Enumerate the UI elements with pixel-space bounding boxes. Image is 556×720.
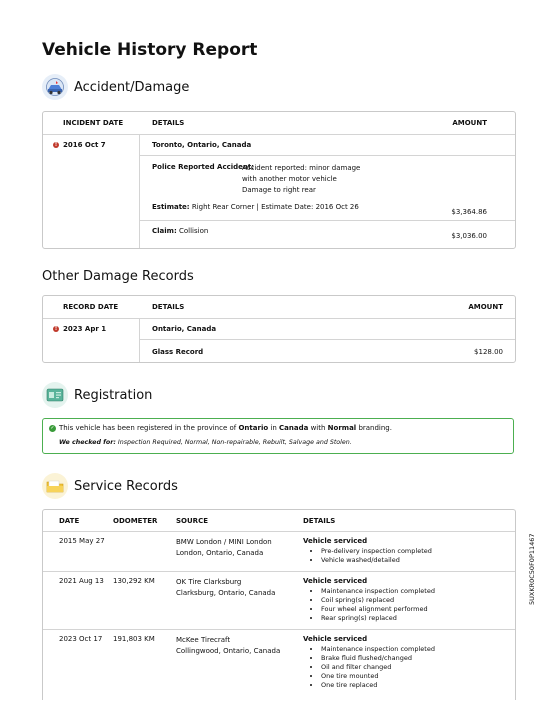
claim-text: Collision (179, 227, 209, 235)
service-section-header (42, 473, 178, 499)
reg-text: branding. (358, 424, 392, 432)
service-odometer: 191,803 KM (113, 635, 155, 643)
service-item: • Oil and filter changed (321, 663, 435, 672)
checked-for-line (59, 439, 352, 446)
service-source (176, 537, 272, 559)
claim-line (152, 227, 208, 235)
service-item: • Maintenance inspection completed (321, 645, 435, 654)
police-report-details (242, 163, 360, 196)
source-location: Clarksburg, Ontario, Canada (176, 589, 276, 597)
registration-card-icon (42, 382, 68, 408)
registration-statement (49, 424, 392, 432)
date-header: DATE (59, 517, 80, 525)
registration-section-header (42, 382, 152, 408)
service-item: • Brake fluid flushed/changed (321, 654, 435, 663)
car-crash-icon (42, 74, 68, 100)
service-item: • Vehicle washed/detailed (321, 556, 432, 565)
page-title: Vehicle History Report (42, 40, 258, 60)
other-damage-table (42, 295, 516, 363)
source-location: Collingwood, Ontario, Canada (176, 647, 281, 655)
service-date: 2015 May 27 (59, 537, 105, 545)
service-item: • Coil spring(s) replaced (321, 596, 435, 605)
checked-for-text: Inspection Required, Normal, Non-repairable, Rebuilt, Salvage and Stolen. (117, 439, 352, 446)
service-odometer: 130,292 KM (113, 577, 155, 585)
accident-section-header (42, 74, 189, 100)
record-location: Ontario, Canada (152, 325, 217, 333)
service-heading: Vehicle serviced (303, 577, 368, 585)
service-item: • Rear spring(s) replaced (321, 614, 435, 623)
reg-province: Ontario (238, 424, 269, 432)
service-item: • One tire replaced (321, 681, 435, 690)
checkmark-icon: ✓ (50, 424, 55, 431)
accident-table (42, 111, 516, 249)
claim-label: Claim: (152, 227, 177, 235)
incident-date-header: INCIDENT DATE (63, 119, 124, 127)
amount-header: AMOUNT (452, 119, 487, 127)
incident-location: Toronto, Ontario, Canada (152, 141, 252, 149)
record-date-text: 2023 Apr 1 (63, 325, 107, 333)
reg-country: Canada (279, 424, 309, 432)
glass-record: Glass Record (152, 348, 204, 356)
record-date (53, 325, 106, 333)
vin-side-code: 5UXKR0C50F0P11467 (528, 533, 536, 605)
service-source (176, 577, 275, 599)
other-damage-title: Other Damage Records (42, 269, 194, 284)
reg-branding: Normal (327, 424, 357, 432)
service-item: • One tire mounted (321, 672, 435, 681)
police-report-label: Police Reported Accident: (152, 163, 255, 171)
source-header: SOURCE (176, 517, 208, 525)
record-date-header: RECORD DATE (63, 303, 119, 311)
incident-date-text: 2016 Oct 7 (63, 141, 106, 149)
service-item: • Four wheel alignment performed (321, 605, 435, 614)
service-section-title: Service Records (74, 478, 178, 494)
reg-text: This vehicle has been registered in the province of (59, 424, 237, 432)
glass-record-amount: $128.00 (474, 348, 503, 356)
checked-for-label: We checked for: (59, 439, 116, 446)
registration-box (42, 418, 514, 454)
claim-amount: $3,036.00 (451, 232, 487, 240)
service-date: 2021 Aug 13 (59, 577, 104, 585)
amount-header: AMOUNT (468, 303, 503, 311)
estimate-line (152, 203, 359, 211)
alert-icon: ! (54, 326, 58, 332)
folder-icon (42, 473, 68, 499)
details-header: DETAILS (152, 303, 185, 311)
odometer-header: ODOMETER (113, 517, 158, 525)
source-name: McKee Tirecraft (176, 636, 231, 644)
details-header: DETAILS (303, 517, 336, 525)
source-name: OK Tire Clarksburg (176, 578, 242, 586)
service-heading: Vehicle serviced (303, 537, 368, 545)
police-line: with another motor vehicle (242, 175, 337, 183)
registration-section-title: Registration (74, 387, 153, 403)
service-details (303, 635, 435, 690)
alert-icon: ! (54, 142, 58, 148)
reg-text: with (310, 424, 326, 432)
estimate-label: Estimate: (152, 203, 190, 211)
estimate-amount: $3,364.86 (451, 208, 487, 216)
service-details (303, 537, 432, 565)
service-date: 2023 Oct 17 (59, 635, 103, 643)
estimate-text: Right Rear Corner | Estimate Date: 2016 Oct 26 (191, 203, 359, 211)
service-item: • Maintenance inspection completed (321, 587, 435, 596)
incident-date (53, 141, 106, 149)
service-heading: Vehicle serviced (303, 635, 368, 643)
service-item: • Pre-delivery inspection completed (321, 547, 432, 556)
police-line: Accident reported: minor damage (242, 164, 361, 172)
details-header: DETAILS (152, 119, 185, 127)
service-details (303, 577, 435, 623)
reg-text: in (270, 424, 277, 432)
source-location: London, Ontario, Canada (176, 549, 264, 557)
service-source (176, 635, 280, 657)
service-table (42, 509, 516, 700)
police-line: Damage to right rear (242, 186, 316, 194)
accident-section-title: Accident/Damage (74, 79, 190, 95)
source-name: BMW London / MINI London (176, 538, 272, 546)
